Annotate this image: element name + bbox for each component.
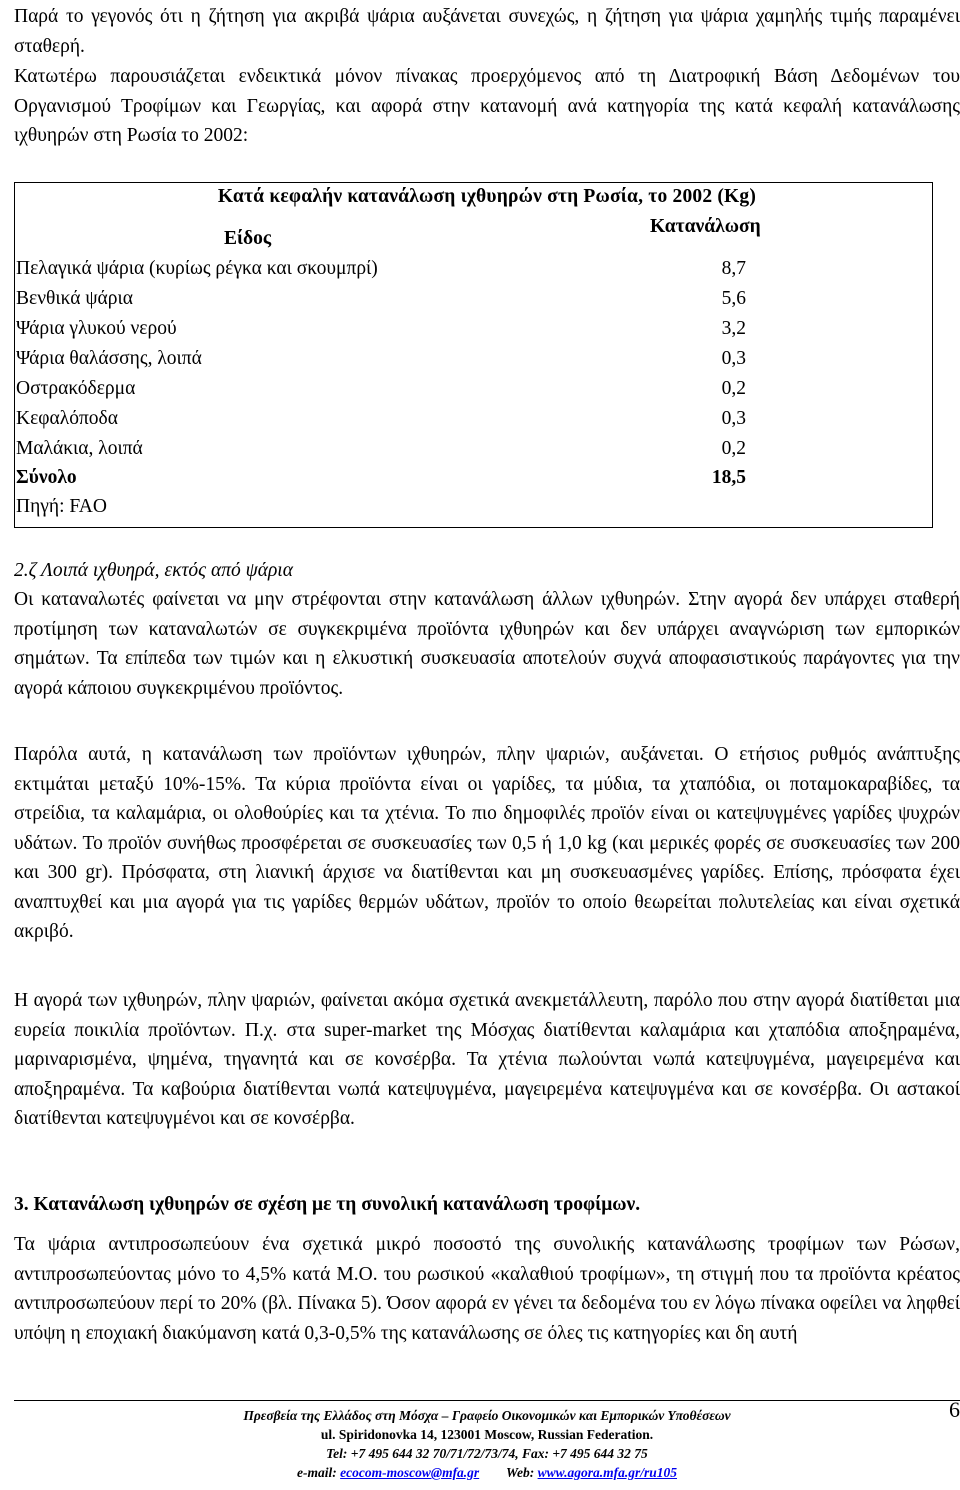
table-row (16, 288, 746, 318)
intro-paragraph-2: Κατωτέρω παρουσιάζεται ενδεικτικά μόνον πίνακας προερχόμενος από τη Διατροφική Βάση Δεδομένων του Οργανισμού Τροφίμων και Γεωργίας, και αφορά στην κατανομή ανά κατηγορία της κατά κεφαλή κατανάλωσης ιχθυηρών στη Ρωσία το 2002: (14, 66, 960, 146)
section-2z-heading: 2.ζ Λοιπά ιχθυηρά, εκτός από ψάρια (14, 560, 293, 581)
footer-contact-line (14, 1463, 960, 1483)
table-total-row (16, 467, 746, 497)
row-category: Οστρακόδερμα (16, 378, 136, 399)
footer-divider (14, 1400, 960, 1401)
column-header-consumption: Κατανάλωση (650, 216, 761, 237)
email-link[interactable]: ecocom-moscow@mfa.gr (340, 1465, 480, 1480)
web-link[interactable]: www.agora.mfa.gr/ru105 (537, 1465, 677, 1480)
section-2z-paragraph-1: Οι καταναλωτές φαίνεται να μην στρέφονται στην κατανάλωση άλλων ιχθυηρών. Στην αγορά δεν υπάρχει σταθερή προτίμηση των καταναλωτών σε συγκεκριμένα προϊόντα ιχθυηρών και δεν υπάρχει αναγνώριση των εμπορικών σημάτων. Τα επίπεδα των τιμών και η ελκυστική συσκευασία αποτελούν συχνά αποφασιστικούς παράγοντες για την αγορά κάποιου συγκεκριμένου προϊόντος. (14, 589, 960, 699)
row-value: 0,2 (721, 438, 746, 459)
table-row (16, 318, 746, 348)
section-3-heading: 3. Κατανάλωση ιχθυηρών σε σχέση με τη συνολική κατανάλωση τροφίμων. (14, 1194, 641, 1215)
table-row (16, 348, 746, 378)
total-label: Σύνολο (16, 467, 77, 488)
column-header-type: Είδος (224, 228, 272, 249)
row-category: Βενθικά ψάρια (16, 288, 133, 309)
table-title: Κατά κεφαλήν κατανάλωση ιχθυηρών στη Ρωσία, το 2002 (Kg) (217, 186, 757, 207)
row-value: 5,6 (721, 288, 746, 309)
table-row (16, 258, 746, 288)
row-value: 0,2 (721, 378, 746, 399)
table-row (16, 378, 746, 408)
page-number: 6 (949, 1397, 960, 1422)
section-2z-paragraph-2: Παρόλα αυτά, η κατανάλωση των προϊόντων ιχθυηρών, πλην ψαριών, αυξάνεται. Ο ετήσιος ρυθμός ανάπτυξης εκτιμάται μεταξύ 10%-15%. Τα κύρια προϊόντα είναι οι γαρίδες, τα μύδια, τα χταπόδια, οι ποταμοκαραβίδες, τα στρείδια, τα καλαμάρια, οι ολοθούρίες και τα χτένια. Το πιο δημοφιλές προϊόν είναι οι κατεψυγμένες γαρίδες ψυχρών υδάτων. Το προϊόν συνήθως προσφέρεται σε συσκευασίες των 0,5 ή 1,0 kg (και μερικές φορές σε συσκευασίες των 200 και 300 gr). Πρόσφατα, στη λιανική άρχισε να διατίθενται και μη συσκευασμένες γαρίδες. Επίσης, πρόσφατα έχει αναπτυχθεί και μια αγορά για τις γαρίδες θερμών υδάτων, προϊόν το οποίο θεωρείται πολυτελείας και είναι σχετικά ακριβό. (14, 744, 960, 942)
footer-phone-line: Tel: +7 495 644 32 70/71/72/73/74, Fax: +7 495 644 32 75 (326, 1446, 648, 1461)
row-category: Ψάρια θαλάσσης, λοιπά (16, 348, 202, 369)
footer-address-line: ul. Spiridonovka 14, 123001 Moscow, Russian Federation. (320, 1427, 654, 1442)
web-label: Web: (505, 1465, 535, 1480)
intro-paragraph-1: Παρά το γεγονός ότι η ζήτηση για ακριβά ψάρια αυξάνεται συνεχώς, η ζήτηση για ψάρια χαμηλής τιμής παραμένει σταθερή. (14, 6, 960, 57)
total-value: 18,5 (711, 467, 746, 488)
email-label: e-mail: (296, 1465, 337, 1480)
row-category: Μαλάκια, λοιπά (16, 438, 143, 459)
row-value: 0,3 (721, 348, 746, 369)
row-category: Πελαγικά ψάρια (κυρίως ρέγκα και σκουμπρί) (16, 258, 378, 279)
row-value: 3,2 (721, 318, 746, 339)
section-3-paragraph-1: Τα ψάρια αντιπροσωπεύουν ένα σχετικά μικρό ποσοστό της συνολικής κατανάλωσης τροφίμων των Ρώσων, αντιπροσωπεύοντας μόνο το 4,5% κατά Μ.Ο. του ρωσικού «καλαθιού τροφίμων», τη στιγμή που τα προϊόντα κρέατος αντιπροσωπεύουν περί το 20% (βλ. Πίνακα 5). Όσον αφορά εν γένει τα δεδομένα του εν λόγω πίνακα οφείλει να ληφθεί υπόψη η εποχιακή διακύμανση κατά 0,3-0,5% της κατανάλωσης σε όλες τις κατηγορίες και δη αυτή (14, 1234, 960, 1344)
row-value: 8,7 (721, 258, 746, 279)
row-category: Κεφαλόποδα (16, 408, 118, 429)
table-row (16, 438, 746, 468)
table-source: Πηγή: FAO (16, 496, 107, 517)
section-2z-paragraph-3: Η αγορά των ιχθυηρών, πλην ψαριών, φαίνεται ακόμα σχετικά ανεκμετάλλευτη, παρόλο που στην αγορά διατίθεται μια ευρεία ποικιλία προϊόντων. Π.χ. στα super-market της Μόσχας διατίθενται καλαμάρια και χταπόδια αποξηραμένα, μαριναρισμένα, ψημένα, τηγανητά και σε κονσέρβα. Τα χτένια πωλούνται νωπά κατεψυγμένα, μαγειρεμένα και αποξηραμένα. Τα καβούρια διατίθενται νωπά κατεψυγμένα, μαγειρεμένα κατεψυγμένα και σε κονσέρβα. Οι αστακοί διατίθενται κατεψυγμένοι και σε κονσέρβα. (14, 990, 960, 1129)
row-category: Ψάρια γλυκού νερού (16, 318, 177, 339)
table-row (16, 408, 746, 438)
footer-embassy-line: Πρεσβεία της Ελλάδος στη Μόσχα – Γραφείο Οικονομικών και Εμπορικών Υποθέσεων (243, 1408, 731, 1423)
row-value: 0,3 (721, 408, 746, 429)
